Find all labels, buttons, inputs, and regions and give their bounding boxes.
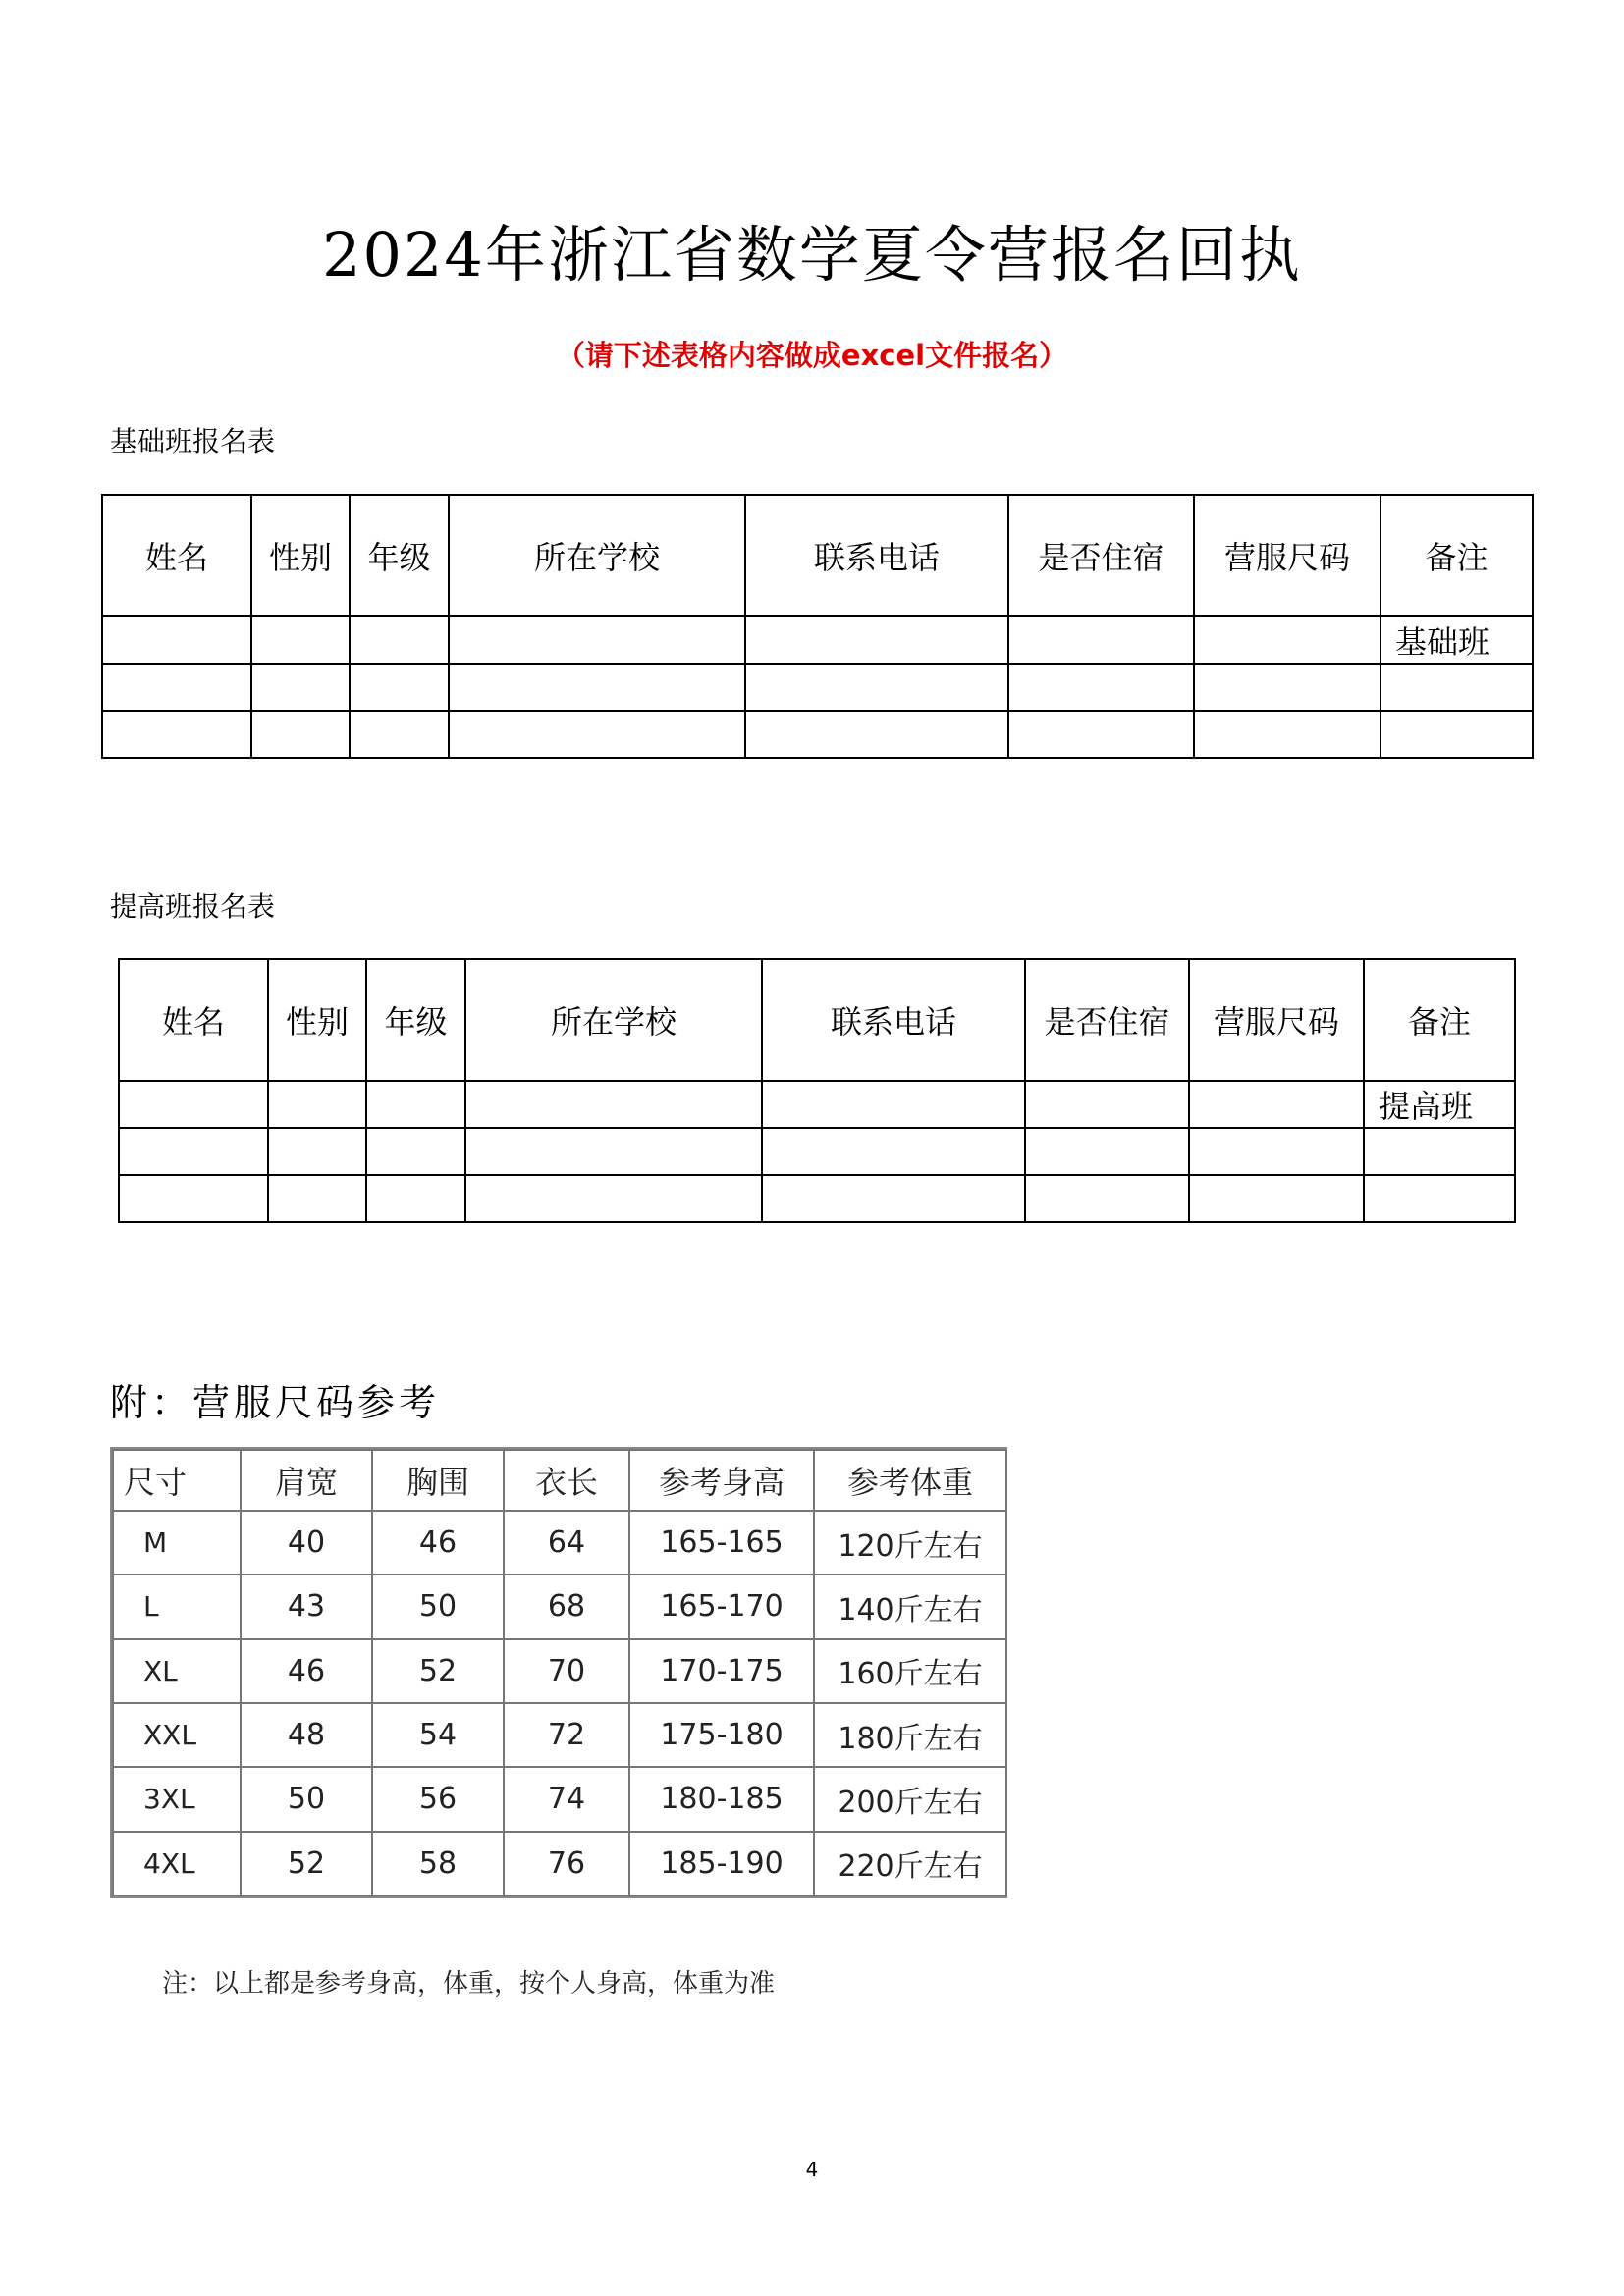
header-ref-weight: 参考体重 xyxy=(814,1450,1006,1511)
cell-grade[interactable] xyxy=(350,664,449,711)
cell-remark[interactable]: 提高班 xyxy=(1364,1081,1515,1128)
cell-uniform-size[interactable] xyxy=(1194,616,1380,664)
height-cell: 170-175 xyxy=(629,1639,814,1703)
header-uniform-size: 营服尺码 xyxy=(1194,495,1380,616)
chest-cell: 54 xyxy=(372,1703,504,1767)
cell-name[interactable] xyxy=(119,1128,268,1175)
table-header-row xyxy=(119,959,1515,1081)
cell-name[interactable] xyxy=(102,664,251,711)
cell-uniform-size[interactable] xyxy=(1194,711,1380,758)
cell-remark[interactable] xyxy=(1380,664,1533,711)
cell-boarding[interactable] xyxy=(1008,616,1194,664)
cell-school[interactable] xyxy=(465,1128,762,1175)
header-phone: 联系电话 xyxy=(762,959,1025,1081)
header-length: 衣长 xyxy=(504,1450,629,1511)
size-reference-title: 附：营服尺码参考 xyxy=(110,1381,441,1424)
header-name: 姓名 xyxy=(119,959,268,1081)
excel-instruction: （请下述表格内容做成excel文件报名） xyxy=(556,339,1068,372)
cell-phone[interactable] xyxy=(762,1175,1025,1222)
size-cell: XL xyxy=(113,1639,241,1703)
header-shoulder: 肩宽 xyxy=(241,1450,372,1511)
size-cell: M xyxy=(113,1511,241,1575)
cell-grade[interactable] xyxy=(366,1081,465,1128)
table-row xyxy=(119,1175,1515,1222)
document-title: 2024年浙江省数学夏令营报名回执 xyxy=(322,219,1302,291)
chest-cell: 52 xyxy=(372,1639,504,1703)
cell-grade[interactable] xyxy=(350,616,449,664)
cell-boarding[interactable] xyxy=(1008,664,1194,711)
size-reference-table xyxy=(112,1449,1007,1896)
header-remark: 备注 xyxy=(1380,495,1533,616)
cell-uniform-size[interactable] xyxy=(1189,1175,1364,1222)
header-phone: 联系电话 xyxy=(745,495,1008,616)
header-name: 姓名 xyxy=(102,495,251,616)
height-cell: 175-180 xyxy=(629,1703,814,1767)
table-row xyxy=(113,1703,1006,1767)
advanced-registration-table xyxy=(118,958,1516,1223)
cell-gender[interactable] xyxy=(251,711,350,758)
header-chest: 胸围 xyxy=(372,1450,504,1511)
table-row xyxy=(119,1081,1515,1128)
cell-boarding[interactable] xyxy=(1025,1081,1189,1128)
table-row xyxy=(113,1511,1006,1575)
weight-cell: 200斤左右 xyxy=(814,1767,1006,1831)
cell-gender[interactable] xyxy=(268,1175,366,1222)
weight-cell: 160斤左右 xyxy=(814,1639,1006,1703)
length-cell: 70 xyxy=(504,1639,629,1703)
cell-gender[interactable] xyxy=(251,616,350,664)
cell-grade[interactable] xyxy=(366,1128,465,1175)
table-header-row xyxy=(113,1450,1006,1511)
cell-phone[interactable] xyxy=(745,664,1008,711)
table-row xyxy=(113,1832,1006,1896)
size-cell: 4XL xyxy=(113,1832,241,1896)
cell-boarding[interactable] xyxy=(1025,1128,1189,1175)
cell-remark[interactable] xyxy=(1380,711,1533,758)
chest-cell: 58 xyxy=(372,1832,504,1896)
table-row xyxy=(102,711,1533,758)
table-row xyxy=(102,664,1533,711)
cell-phone[interactable] xyxy=(745,711,1008,758)
shoulder-cell: 52 xyxy=(241,1832,372,1896)
chest-cell: 50 xyxy=(372,1575,504,1638)
table-row xyxy=(113,1767,1006,1831)
header-grade: 年级 xyxy=(350,495,449,616)
cell-gender[interactable] xyxy=(268,1128,366,1175)
cell-phone[interactable] xyxy=(762,1081,1025,1128)
cell-name[interactable] xyxy=(102,711,251,758)
header-school: 所在学校 xyxy=(449,495,745,616)
cell-uniform-size[interactable] xyxy=(1189,1128,1364,1175)
basic-form-label: 基础班报名表 xyxy=(110,425,276,457)
length-cell: 64 xyxy=(504,1511,629,1575)
weight-cell: 220斤左右 xyxy=(814,1832,1006,1896)
length-cell: 76 xyxy=(504,1832,629,1896)
table-row xyxy=(102,616,1533,664)
header-gender: 性别 xyxy=(268,959,366,1081)
shoulder-cell: 48 xyxy=(241,1703,372,1767)
cell-school[interactable] xyxy=(465,1081,762,1128)
cell-boarding[interactable] xyxy=(1025,1175,1189,1222)
cell-remark[interactable]: 基础班 xyxy=(1380,616,1533,664)
cell-name[interactable] xyxy=(119,1175,268,1222)
header-uniform-size: 营服尺码 xyxy=(1189,959,1364,1081)
size-cell: XXL xyxy=(113,1703,241,1767)
height-cell: 185-190 xyxy=(629,1832,814,1896)
size-cell: L xyxy=(113,1575,241,1638)
size-reference-image xyxy=(110,1447,1007,1898)
cell-name[interactable] xyxy=(102,616,251,664)
weight-cell: 180斤左右 xyxy=(814,1703,1006,1767)
height-cell: 165-165 xyxy=(629,1511,814,1575)
cell-boarding[interactable] xyxy=(1008,711,1194,758)
cell-remark[interactable] xyxy=(1364,1128,1515,1175)
length-cell: 74 xyxy=(504,1767,629,1831)
basic-registration-table xyxy=(101,494,1534,759)
size-reference-note: 注：以上都是参考身高，体重，按个人身高，体重为准 xyxy=(162,1969,776,1999)
cell-phone[interactable] xyxy=(762,1128,1025,1175)
cell-school[interactable] xyxy=(449,616,745,664)
table-row xyxy=(119,1128,1515,1175)
header-boarding: 是否住宿 xyxy=(1008,495,1194,616)
table-row xyxy=(113,1639,1006,1703)
page-number: 4 xyxy=(805,2158,819,2181)
header-grade: 年级 xyxy=(366,959,465,1081)
height-cell: 180-185 xyxy=(629,1767,814,1831)
header-size: 尺寸 xyxy=(113,1450,241,1511)
shoulder-cell: 50 xyxy=(241,1767,372,1831)
shoulder-cell: 43 xyxy=(241,1575,372,1638)
cell-school[interactable] xyxy=(449,664,745,711)
length-cell: 72 xyxy=(504,1703,629,1767)
cell-school[interactable] xyxy=(465,1175,762,1222)
cell-uniform-size[interactable] xyxy=(1189,1081,1364,1128)
cell-uniform-size[interactable] xyxy=(1194,664,1380,711)
cell-school[interactable] xyxy=(449,711,745,758)
header-ref-height: 参考身高 xyxy=(629,1450,814,1511)
size-cell: 3XL xyxy=(113,1767,241,1831)
cell-phone[interactable] xyxy=(745,616,1008,664)
weight-cell: 120斤左右 xyxy=(814,1511,1006,1575)
cell-name[interactable] xyxy=(119,1081,268,1128)
header-remark: 备注 xyxy=(1364,959,1515,1081)
header-boarding: 是否住宿 xyxy=(1025,959,1189,1081)
advanced-form-label: 提高班报名表 xyxy=(110,890,276,923)
shoulder-cell: 46 xyxy=(241,1639,372,1703)
cell-gender[interactable] xyxy=(268,1081,366,1128)
table-row xyxy=(113,1575,1006,1638)
chest-cell: 46 xyxy=(372,1511,504,1575)
weight-cell: 140斤左右 xyxy=(814,1575,1006,1638)
header-school: 所在学校 xyxy=(465,959,762,1081)
shoulder-cell: 40 xyxy=(241,1511,372,1575)
height-cell: 165-170 xyxy=(629,1575,814,1638)
cell-gender[interactable] xyxy=(251,664,350,711)
table-header-row xyxy=(102,495,1533,616)
header-gender: 性别 xyxy=(251,495,350,616)
cell-grade[interactable] xyxy=(366,1175,465,1222)
cell-remark[interactable] xyxy=(1364,1175,1515,1222)
length-cell: 68 xyxy=(504,1575,629,1638)
chest-cell: 56 xyxy=(372,1767,504,1831)
cell-grade[interactable] xyxy=(350,711,449,758)
